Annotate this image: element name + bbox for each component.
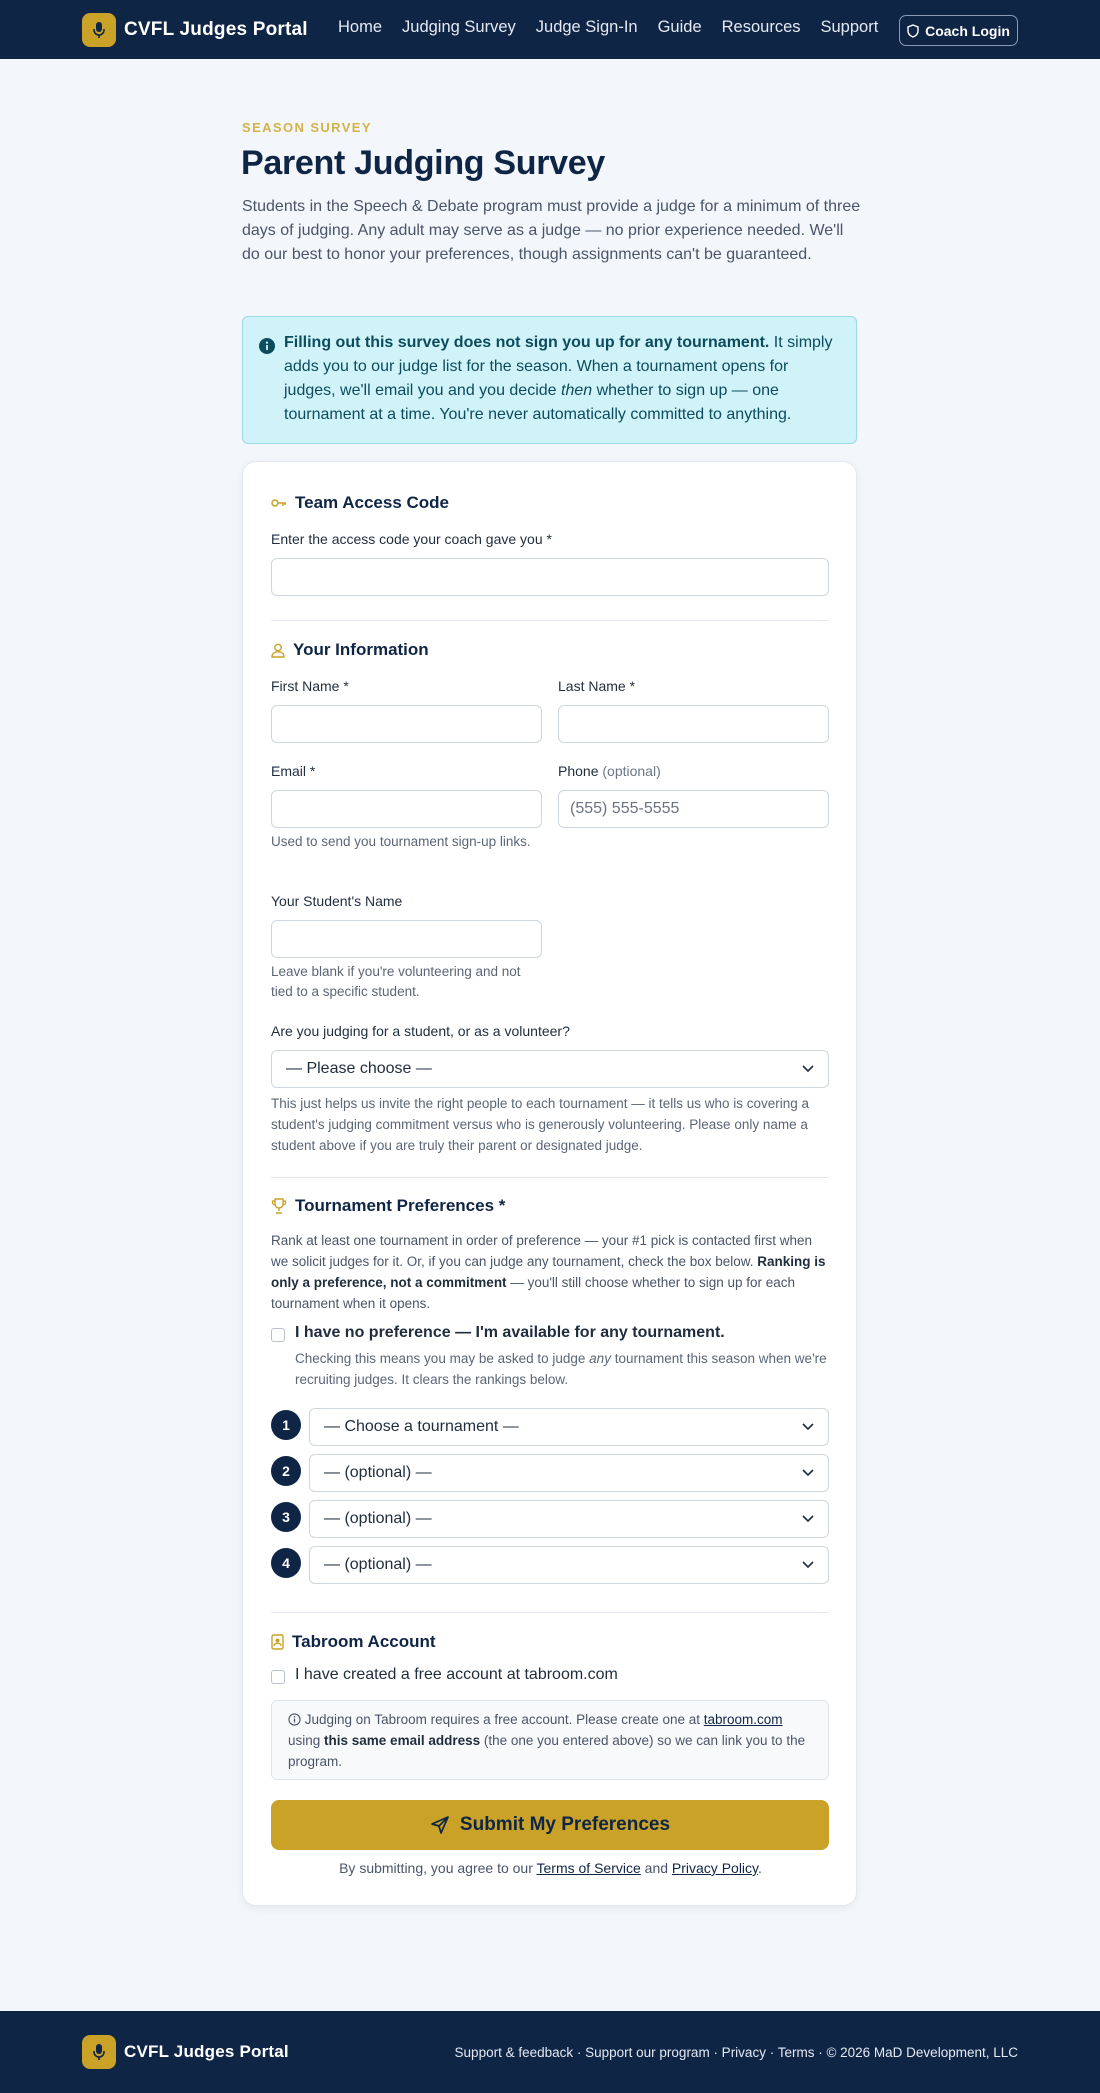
no-preference-checkbox[interactable] (271, 1328, 285, 1342)
tournament-rank-2-select[interactable] (309, 1454, 829, 1492)
footer-brand[interactable] (82, 2035, 289, 2069)
info-notice-text (284, 331, 844, 427)
info-notice-part1: It simply adds you to our judge list for the season. When a tournament opens for judges, we'll email you and you decide (284, 334, 833, 399)
divider (271, 1177, 829, 1178)
page-title: Parent Judging Survey (241, 144, 606, 182)
info-notice-italic: then (561, 382, 593, 399)
divider (271, 1612, 829, 1613)
divider (271, 620, 829, 621)
last-name-input[interactable] (558, 705, 829, 743)
email-label: Email * (271, 763, 316, 779)
rank-3-value: — (optional) — (324, 1510, 432, 1527)
first-name-input[interactable] (271, 705, 542, 743)
tabroom-title: Tabroom Account (292, 1632, 436, 1651)
your-information-heading (271, 640, 429, 660)
rank-4-value: — (optional) — (324, 1556, 432, 1573)
nav-support[interactable]: Support (820, 18, 879, 36)
rank-badge: 2 (271, 1456, 301, 1486)
footer-links[interactable]: Support & feedback · Support our program · Privacy · Terms · © 2026 MaD Development, LLC (454, 2045, 1018, 2060)
terms-and: and (640, 1860, 672, 1876)
section-eyebrow: SEASON SURVEY (242, 120, 372, 135)
phone-label (558, 763, 661, 779)
role-help: This just helps us invite the right people to each tournament — it tells us who is covering a student's judging commitment versus who is generously volunteering. Please only name a student above if you are truly their parent or designated judge. (271, 1096, 810, 1153)
tournament-preferences-heading (271, 1196, 505, 1216)
nav-resources[interactable]: Resources (721, 18, 801, 36)
chevron-down-icon (802, 1423, 814, 1431)
chevron-down-icon (802, 1469, 814, 1477)
preferences-desc-part2: — you'll still choose whether to sign up for each tournament when it opens. (271, 1275, 796, 1311)
no-preference-help-italic: any (589, 1351, 611, 1366)
tabroom-note (271, 1700, 829, 1780)
info-notice-part2: whether to sign up — one tournament at a time. You're never automatically committed to anything. (284, 382, 792, 423)
info-notice (242, 316, 857, 444)
tabroom-note-part1: Judging on Tabroom requires a free account. Please create one at (301, 1712, 704, 1727)
footer (0, 2011, 1100, 2093)
last-name-label: Last Name * (558, 678, 636, 694)
chevron-down-icon (802, 1561, 814, 1569)
phone-input[interactable]: (555) 555-5555 (558, 790, 829, 828)
trophy-icon (271, 1198, 287, 1214)
student-name-help: Leave blank if you're volunteering and not tied to a specific student. (271, 964, 521, 999)
submit-label: Submit My Preferences (459, 1814, 671, 1835)
chevron-down-icon (802, 1065, 814, 1073)
phone-optional: (optional) (602, 763, 661, 779)
role-select-value: — Please choose — (286, 1060, 432, 1077)
main-nav (338, 18, 898, 37)
role-label: Are you judging for a student, or as a volunteer? (271, 1023, 570, 1039)
tabroom-note-part2: using (288, 1733, 325, 1748)
first-name-label: First Name * (271, 678, 349, 694)
shield-icon (907, 24, 919, 38)
brand-name: CVFL Judges Portal (124, 19, 308, 40)
rank-badge: 4 (271, 1548, 301, 1578)
tournament-rank-4-select[interactable] (309, 1546, 829, 1584)
tournament-rank-1-select[interactable] (309, 1408, 829, 1446)
survey-form-card (242, 461, 857, 1906)
team-access-heading (271, 493, 449, 513)
nav-guide[interactable]: Guide (657, 18, 702, 36)
nav-home[interactable]: Home (338, 18, 383, 36)
terms-suffix: . (758, 1860, 762, 1876)
tabroom-note-part3: (the one you entered above) so we can link you to the program. (288, 1733, 806, 1769)
tournament-rank-3-select[interactable] (309, 1500, 829, 1538)
nav-judging-survey[interactable]: Judging Survey (402, 18, 516, 36)
terms-notice (243, 1860, 858, 1876)
tournament-preferences-title: Tournament Preferences * (295, 1196, 506, 1215)
chevron-down-icon (802, 1515, 814, 1523)
key-icon (271, 498, 287, 508)
coach-login-button[interactable] (899, 15, 1018, 46)
tabroom-account-label[interactable]: I have created a free account at tabroom.com (295, 1666, 618, 1683)
tabroom-account-checkbox[interactable] (271, 1670, 285, 1684)
terms-prefix: By submitting, you agree to our (339, 1860, 537, 1876)
top-navbar (0, 0, 1100, 59)
user-icon (271, 643, 285, 658)
preferences-desc-part1: Rank at least one tournament in order of preference — your #1 pick is contacted first when we solicit judges for it. Or, if you can judge any tournament, check the box below. (271, 1233, 813, 1269)
rank-1-value: — Choose a tournament — (324, 1418, 519, 1435)
student-name-input[interactable] (271, 920, 542, 958)
email-input[interactable] (271, 790, 542, 828)
microphone-icon (82, 2035, 116, 2069)
no-preference-label[interactable]: I have no preference — I'm available for any tournament. (295, 1324, 725, 1341)
rank-2-value: — (optional) — (324, 1464, 432, 1481)
send-icon (430, 1815, 450, 1835)
info-circle-icon (288, 1713, 301, 1726)
no-preference-help (295, 1348, 830, 1390)
brand[interactable] (82, 13, 308, 47)
info-notice-bold: Filling out this survey does not sign you up for any tournament. (284, 334, 770, 351)
preferences-desc-bold: Ranking is only a preference, not a commitment (271, 1254, 826, 1290)
id-badge-icon (271, 1634, 284, 1650)
terms-of-service-link[interactable]: Terms of Service (536, 1860, 641, 1876)
nav-judge-sign-in[interactable]: Judge Sign-In (535, 18, 638, 36)
footer-brand-name: CVFL Judges Portal (124, 2042, 289, 2061)
no-preference-help-part1: Checking this means you may be asked to judge (295, 1351, 590, 1366)
privacy-policy-link[interactable]: Privacy Policy (671, 1860, 758, 1876)
submit-preferences-button[interactable] (271, 1800, 829, 1850)
tabroom-link[interactable]: tabroom.com (703, 1712, 783, 1727)
tabroom-heading (271, 1632, 436, 1652)
student-name-label: Your Student's Name (271, 893, 403, 909)
phone-label-text: Phone (558, 763, 599, 779)
email-help: Used to send you tournament sign-up links. (271, 834, 531, 849)
rank-badge: 3 (271, 1502, 301, 1532)
access-code-input[interactable] (271, 558, 829, 596)
tabroom-note-text (288, 1709, 818, 1772)
role-select[interactable] (271, 1050, 829, 1088)
info-icon (259, 338, 275, 354)
access-code-label: Enter the access code your coach gave you * (271, 531, 552, 547)
microphone-icon (82, 13, 116, 47)
tabroom-note-bold: this same email address (324, 1733, 481, 1748)
coach-login-label: Coach Login (925, 22, 1010, 39)
your-information-title: Your Information (293, 640, 429, 659)
team-access-title: Team Access Code (295, 493, 450, 512)
preferences-description (271, 1230, 831, 1314)
no-preference-help-part2: tournament this season when we're recruiting judges. It clears the rankings below. (295, 1351, 827, 1387)
rank-badge: 1 (271, 1410, 301, 1440)
intro-text: Students in the Speech & Debate program must provide a judge for a minimum of three days of judging. Any adult may serve as a judge — no prior experience needed. We'll do our best to honor your preferences, though assignments can't be guaranteed. (242, 198, 861, 263)
